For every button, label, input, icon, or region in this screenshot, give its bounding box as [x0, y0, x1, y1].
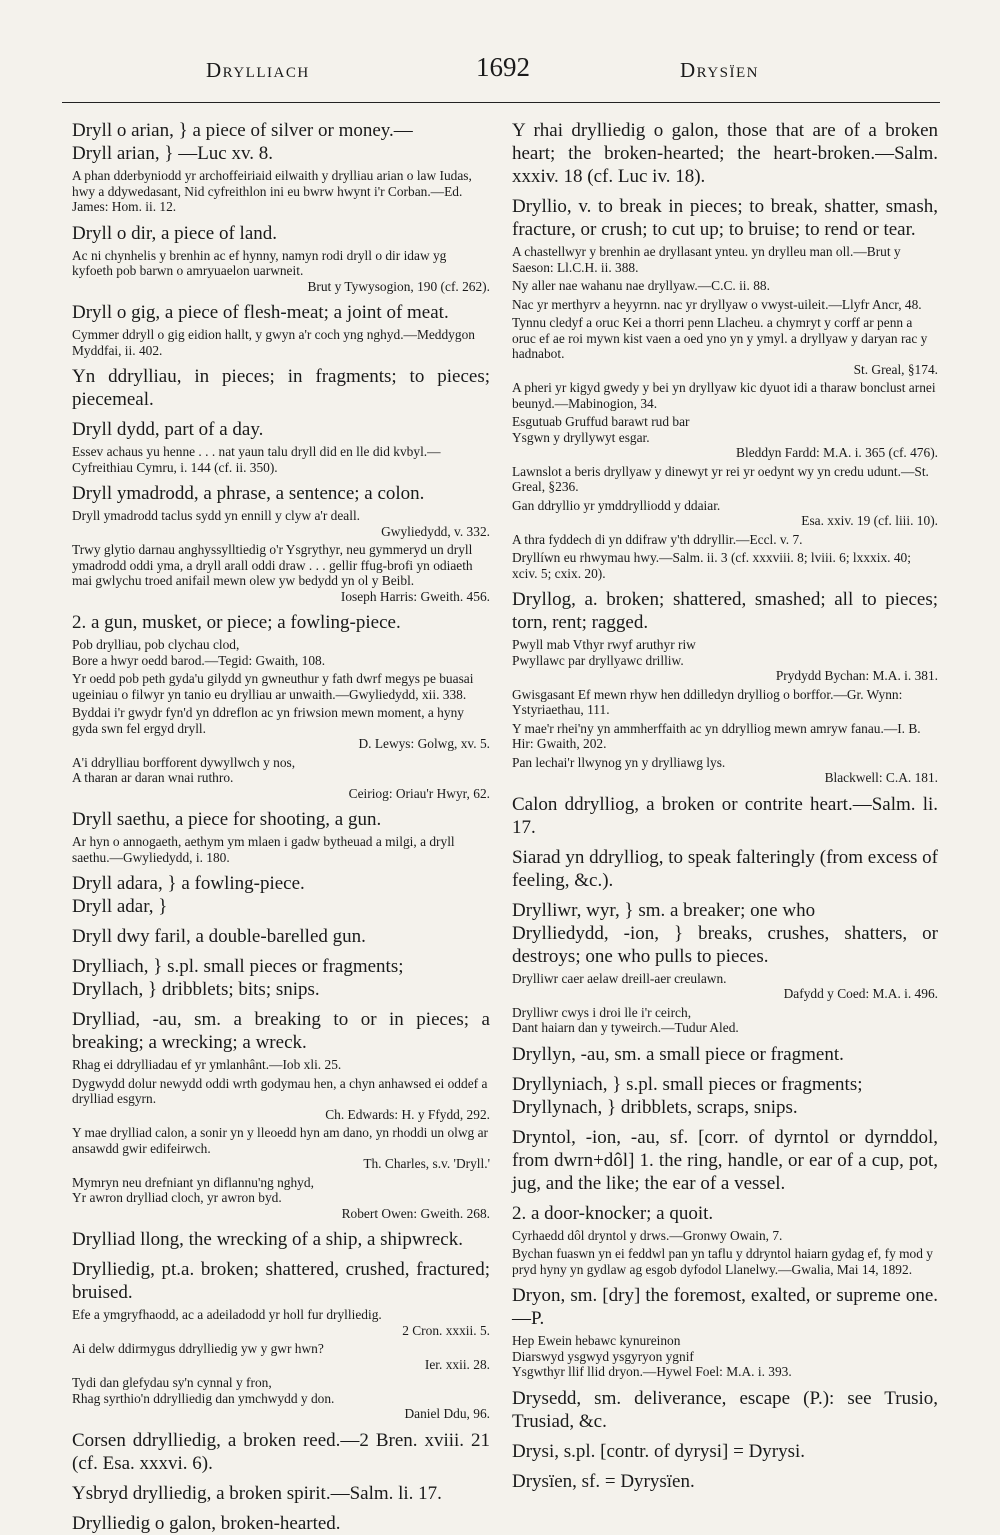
dictionary-entry: Drylliedig, pt.a. broken; shattered, crushed, fractured; bruised. [72, 1259, 490, 1303]
quotation: Pan lechai'r llwynog yn y drylliawg lys. [512, 754, 726, 770]
page-number: 1692 [476, 52, 530, 82]
citation-source: Th. Charles, s.v. 'Dryll.' [363, 1156, 490, 1171]
dictionary-entry: Dryll o dir, a piece of land. [72, 222, 278, 244]
quotation: Dryll ymadrodd taclus sydd yn ennill y clyw a'r deall. [72, 508, 361, 523]
citation-source: Blackwell: C.A. 181. [824, 770, 938, 785]
quotation: A thra fyddech di yn ddifraw y'th ddryllir.—Eccl. v. 7. [512, 531, 803, 547]
quotation: Y mae'r rhei'ny yn ammherffaith ac yn ddrylliog mewn amryw fanau.—I. B. Hir: Gwaith, 202. [512, 720, 921, 751]
dictionary-entry: Drylliad, -au, sm. a breaking to or in pieces; a breaking; a wrecking; a wreck. [72, 1009, 490, 1053]
citation-source: Gwyliedydd, v. 332. [381, 523, 490, 539]
citation-source: Ier. xxii. 28. [424, 1356, 490, 1372]
dictionary-entry: Dryll adara, } a fowling-piece. Dryll adar, } [72, 873, 305, 917]
dictionary-entry: Yn ddrylliau, in pieces; in fragments; to pieces; piecemeal. [72, 366, 490, 410]
citation-source: D. Lewys: Golwg, xv. 5. [358, 736, 490, 751]
dictionary-entry: Drylliach, } s.pl. small pieces or fragments; Dryllach, } dribblets; bits; snips. [72, 956, 404, 1000]
quotation: Pob drylliau, pob clychau clod, Bore a hwyr oedd barod.—Tegid: Gwaith, 108. [72, 637, 326, 668]
dictionary-entry: Dryllog, a. broken; shattered, smashed; all to pieces; torn, rent; ragged. [512, 589, 938, 633]
dictionary-entry: Corsen ddrylliedig, a broken reed.—2 Bren. xviii. 21 (cf. Esa. xxxvi. 6). [72, 1429, 490, 1474]
quotation: Nac yr merthyrv a heyyrnn. nac yr dryllyaw o vwyst-uileit.—Llyfr Ancr, 48. [512, 296, 922, 312]
quotation: Efe a ymgryfhaodd, ac a adeiladodd yr holl fur drylliedig. [72, 1307, 382, 1322]
quotation: A pheri yr kigyd gwedy y bei yn dryllyaw kic dyuot idi a tharaw bonclust arnei beunyd.—Mabinogion, 34. [512, 380, 936, 411]
dictionary-entry: Dryll dwy faril, a double-barelled gun. [72, 926, 366, 947]
dictionary-entry: Calon ddrylliog, a broken or contrite heart.—Salm. li. 17. [512, 793, 938, 838]
citation-source: Ioseph Harris: Gweith. 456. [340, 588, 490, 604]
dictionary-entry: Dryllyniach, } s.pl. small pieces or fragments; Dryllynach, } dribblets, scraps, snips. [512, 1073, 863, 1118]
dictionary-entry: 2. a gun, musket, or piece; a fowling-piece. [72, 612, 401, 633]
dictionary-entry: Dryll saethu, a piece for shooting, a gun. [72, 809, 382, 830]
quotation: Drylliwr caer aelaw dreill-aer creulawn. [512, 970, 727, 986]
quotation: Trwy glytio darnau anghyssylltiedig o'r Ysgrythyr, neu gymmeryd un dryll ymadrodd oddi yma, a dryll arall oddi draw . . . gellir ffug-brofi yn odiaeth mai gwlychu troed anifail mewn olew yw bedydd yn ol y Beibl. [72, 542, 473, 588]
citation-source: Prydydd Bychan: M.A. i. 381. [775, 668, 938, 683]
quotation: Ai delw ddirmygus ddrylliedig yw y gwr hwn? [72, 1341, 324, 1356]
quotation: Tydi dan glefydau sy'n cynnal y fron, Rhag syrthio'n ddrylliedig dan ymchwydd y don. [72, 1375, 335, 1406]
dictionary-entry: Dryon, sm. [dry] the foremost, exalted, or supreme one.—P. [512, 1285, 938, 1329]
quotation: A'i ddrylliau borfforent dywyllwch y nos, A tharan ar daran wnai ruthro. [72, 754, 296, 785]
quotation: Hep Ewein hebawc kynureinon Diarswyd ysgwyd ysgyryon ygnif Ysgwthyr llif llid dryon.—Hywel Foel: M.A. i. 393. [512, 1333, 792, 1379]
quotation: Ac ni chynhelis y brenhin ac ef hynny, namyn rodi dryll o dir idaw yg kyfoeth pob barwn o amryuaelon uarwneit. [72, 247, 447, 278]
page-header [60, 52, 940, 96]
dictionary-entry: Dryll ymadrodd, a phrase, a sentence; a colon. [72, 483, 425, 504]
quotation: Tynnu cledyf a oruc Kei a thorri penn Llacheu. a chymryt y corff ar penn a oruc ef ae roi mywn kist vaen a oed yno yn y ymyl. a dryllyaw y daryan rac y hadnabot. [512, 315, 928, 361]
dictionary-entry: Y rhai drylliedig o galon, those that are of a broken heart; the broken-hearted; the heart-broken.—Salm. xxxiv. 18 (cf. Luc iv. 18). [512, 120, 938, 187]
quotation: Cyrhaedd dôl dryntol y drws.—Gronwy Owain, 7. [512, 1227, 783, 1243]
quotation: Drylliwr cwys i droi lle i'r ceirch, Dant haiarn dan y tyweirch.—Tudur Aled. [512, 1004, 739, 1035]
quotation: Y mae drylliad calon, a sonir yn y lleoedd hyn am dano, yn rhoddi un olwg ar ansawdd gwir edifeirwch. [72, 1125, 489, 1156]
citation-source: Brut y Tywysogion, 190 (cf. 262). [307, 278, 490, 294]
quotation: Gan ddryllio yr ymddrylliodd y ddaiar. [512, 497, 721, 513]
quotation: A chastellwyr y brenhin ae dryllasant ynteu. yn drylleu man oll.—Brut y Saeson: Ll.C.H. ii. 388. [512, 244, 901, 275]
header-left-word: Drylliach [206, 58, 310, 82]
quotation: Mymryn neu drefniant yn diflannu'ng nghyd, Yr awron drylliad cloch, yr awron byd. [72, 1174, 314, 1205]
dictionary-entry: Drylliad llong, the wrecking of a ship, a shipwreck. [72, 1229, 463, 1250]
dictionary-entry: Drysedd, sm. deliverance, escape (P.): see Trusio, Trusiad, &c. [512, 1387, 938, 1432]
citation-source: Ch. Edwards: H. y Ffydd, 292. [325, 1106, 490, 1122]
citation-source: Esa. xxiv. 19 (cf. liii. 10). [801, 513, 938, 528]
quotation: Lawnslot a beris dryllyaw y dinewyt yr rei yr oedynt wy yn credu udunt.—St. Greal, §236. [512, 463, 929, 494]
quotation: Pwyll mab Vthyr rwyf aruthyr riw Pwyllawc par dryllyawc drilliw. [512, 637, 696, 668]
dictionary-entry: Dryll o arian, } a piece of silver or money.— Dryll arian, } —Luc xv. 8. [72, 120, 413, 164]
citation-source: Dafydd y Coed: M.A. i. 496. [783, 986, 938, 1001]
citation-source: Bleddyn Fardd: M.A. i. 365 (cf. 476). [736, 445, 938, 460]
quotation: Gwisgasant Ef mewn rhyw hen ddilledyn drylliog o borffor.—Gr. Wynn: Ystyriaethau, 111. [512, 686, 903, 717]
citation-source: Robert Owen: Gweith. 268. [341, 1205, 490, 1221]
dictionary-entry: Siarad yn ddrylliog, to speak falteringly (from excess of feeling, &c.). [512, 846, 938, 891]
dictionary-entry: Dryllio, v. to break in pieces; to break, shatter, smash, fracture, or crush; to cut up; to bruise; to rend or tear. [512, 196, 938, 240]
header-rule [62, 102, 940, 103]
dictionary-entry: Dryntol, -ion, -au, sf. [corr. of dyrntol or dyrnddol, from dwrn+dôl] 1. the ring, handle, or ear of a cup, pot, jug, and the like; the ear of a vessel. [512, 1126, 938, 1194]
quotation: Ny aller nae wahanu nae dryllyaw.—C.C. ii. 88. [512, 278, 770, 293]
quotation: Dygwydd dolur newydd oddi wrth godymau hen, a chyn anhawsed ei oddef a drylliad esgyrn. [72, 1075, 488, 1106]
dictionary-entry: 2. a door-knocker; a quoit. [512, 1202, 714, 1224]
dictionary-entry: Drysïen, sf. = Dyrysïen. [512, 1470, 695, 1492]
quotation: Byddai i'r gwydr fyn'd yn ddreflon ac yn friwsion mewn moment, a hyny gyda swn fel ergyd dryll. [72, 705, 464, 736]
citation-source: Ceiriog: Oriau'r Hwyr, 62. [348, 785, 490, 801]
right-column [512, 112, 938, 1493]
quotation: Rhag ei ddrylliadau ef yr ymlanhânt.—Iob xli. 25. [72, 1057, 342, 1072]
dictionary-entry: Dryll dydd, part of a day. [72, 419, 264, 440]
dictionary-entry: Ysbryd drylliedig, a broken spirit.—Salm. li. 17. [72, 1482, 442, 1504]
quotation: Dryllíwn eu rhwymau hwy.—Salm. ii. 3 (cf. xxxviii. 8; lviii. 6; lxxxix. 40; xciv. 5; cxix. 20). [512, 550, 911, 581]
citation-source: Daniel Ddu, 96. [404, 1406, 490, 1421]
quotation: Cymmer ddryll o gig eidion hallt, y gwyn a'r coch yng nghyd.—Meddygon Myddfai, ii. 402. [72, 327, 475, 358]
quotation: Ar hyn o annogaeth, aethym ym mlaen i gadw bytheuad a milgi, a dryll saethu.—Gwyliedydd, i. 180. [72, 834, 455, 865]
dictionary-entry: Drysi, s.pl. [contr. of dyrysi] = Dyrysi. [512, 1440, 806, 1462]
left-column [72, 112, 490, 1535]
quotation: A phan dderbyniodd yr archoffeiriaid eilwaith y drylliau arian o law Iudas, hwy a ddywedasant, Nid cyfreithlon ini eu bwrw hwynt i'r Corban.—Ed. James: Hom. ii. 12. [72, 168, 472, 214]
citation-source: 2 Cron. xxxii. 5. [402, 1322, 490, 1338]
quotation: Essev achaus yu henne . . . nat yaun talu dryll did en lle did kvbyl.—Cyfreithiau Cymru, i. 144 (cf. ii. 350). [72, 444, 441, 475]
header-right-word: Drysïen [680, 58, 760, 82]
citation-source: St. Greal, §174. [853, 361, 938, 377]
quotation: Esgutuab Gruffud barawt rud bar Ysgwn y dryllywyt esgar. [512, 414, 690, 445]
dictionary-entry: Dryll o gig, a piece of flesh-meat; a joint of meat. [72, 302, 449, 323]
dictionary-entry: Drylliwr, wyr, } sm. a breaker; one who Drylliedydd, -ion, } breaks, crushes, shatters, or destroys; one who pulls to pieces. [512, 899, 938, 967]
quotation: Yr oedd pob peth gyda'u gilydd yn gwneuthur y fath dwrf megys pe buasai ugeiniau o filwyr yn tanio eu drylliau ar unwaith.—Gwyliedydd, xii. 338. [72, 671, 474, 702]
dictionary-entry: Drylliedig o galon, broken-hearted. [72, 1512, 341, 1534]
dictionary-entry: Dryllyn, -au, sm. a small piece or fragment. [512, 1043, 844, 1065]
quotation: Bychan fuaswn yn ei feddwl pan yn taflu y ddryntol haiarn gydag ef, fy mod y pryd hyny yn gydlaw ag esgob dyfodol Llanelwy.—Gwalia, Mai 14, 1892. [512, 1246, 933, 1277]
